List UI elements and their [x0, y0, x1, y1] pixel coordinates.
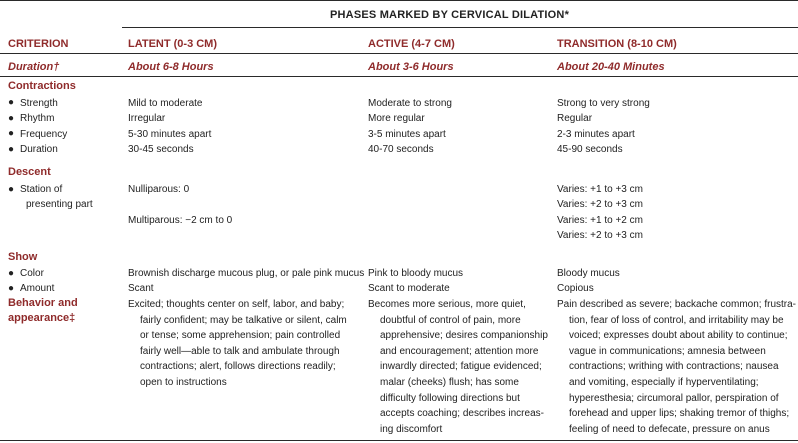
descent-latent-multiparous: Multiparous: −2 cm to 0 [128, 215, 233, 226]
behavior-active-line: inwardly directed; fatigue evidenced; [380, 361, 542, 373]
behavior-transition-line: forehead and upper lips; shaking tremor of thighs; [569, 408, 790, 420]
top-rule [0, 0, 798, 1]
duration-transition: About 20-40 Minutes [557, 61, 665, 73]
behavior-transition-line: hyperesthesia; circumoral pallor, perspiration of [569, 392, 779, 404]
section-show: Show [8, 251, 38, 263]
bullet: ● [8, 113, 15, 124]
behavior-active-line: Becomes more serious, more quiet, [368, 299, 526, 310]
behavior-transition-line: tion, fear of loss of control, and irritability may be [569, 314, 784, 326]
duration-label: Duration† [8, 61, 60, 73]
behavior-transition-line: feeling of need to defecate, pressure on anus [569, 423, 770, 435]
behavior-transition-line: and vomiting, especially if hyperventilating; [569, 376, 759, 388]
behavior-latent-line: fairly well—able to talk and ambulate through [140, 345, 340, 357]
descent-label-line2: presenting part [26, 199, 93, 210]
active-value: 3-5 minutes apart [368, 129, 446, 140]
latent-value: Brownish discharge mucous plug, or pale pink mucus [128, 268, 365, 279]
active-value: Pink to bloody mucus [368, 268, 464, 279]
bottom-rule [0, 440, 798, 441]
transition-value: Bloody mucus [557, 268, 620, 279]
bullet: ● [8, 283, 15, 294]
row-label: Frequency [20, 129, 68, 140]
col-header-transition: TRANSITION (8-10 CM) [557, 38, 677, 50]
row-label: Strength [20, 98, 58, 109]
behavior-label-line1: Behavior and [8, 297, 78, 309]
behavior-transition-line: voiced; expresses doubt about ability to continue; [569, 330, 788, 342]
behavior-latent-line: open to instructions [140, 376, 227, 388]
behavior-active-line: and encouragement; attention more [380, 345, 539, 357]
row-label: Amount [20, 283, 55, 294]
descent-transition-1: Varies: +1 to +3 cm [557, 184, 643, 195]
bullet: ● [8, 184, 15, 195]
section-descent: Descent [8, 166, 51, 178]
transition-value: 45-90 seconds [557, 144, 623, 155]
transition-value: Strong to very strong [557, 98, 650, 109]
section-contractions: Contractions [8, 80, 76, 92]
behavior-latent-line: contractions; alert, follows directions readily; [140, 361, 336, 373]
behavior-active-line: difficulty following directions but [380, 392, 520, 404]
active-value: 40-70 seconds [368, 144, 434, 155]
active-value: More regular [368, 113, 425, 124]
descent-latent-nulliparous: Nulliparous: 0 [128, 184, 190, 195]
behavior-active-line: ing discomfort [380, 423, 443, 435]
latent-value: Scant [128, 283, 154, 294]
transition-value: Copious [557, 283, 594, 294]
latent-value: Irregular [128, 113, 166, 124]
behavior-label-line2: appearance‡ [8, 312, 76, 324]
phases-underline [122, 27, 798, 28]
phases-title: PHASES MARKED BY CERVICAL DILATION* [330, 9, 570, 21]
behavior-transition-line: vague in communications; amnesia between [569, 345, 766, 357]
behavior-active-line: apprehensive; desires companionship [380, 330, 548, 342]
duration-active: About 3-6 Hours [368, 61, 454, 73]
active-value: Moderate to strong [368, 98, 452, 109]
descent-transition-4: Varies: +2 to +3 cm [557, 230, 643, 241]
transition-value: Regular [557, 113, 593, 124]
duration-latent: About 6-8 Hours [128, 61, 214, 73]
col-header-latent: LATENT (0-3 CM) [128, 38, 218, 50]
behavior-active-line: doubtful of control of pain, more [380, 314, 521, 326]
bullet: ● [8, 268, 15, 279]
col-header-criterion: CRITERION [8, 38, 69, 50]
behavior-active [368, 297, 548, 437]
behavior-active-line: accepts coaching; describes increas- [380, 408, 544, 420]
behavior-latent-line: or tense; some apprehension; pain controlled [140, 330, 341, 342]
behavior-transition-line: Pain described as severe; backache common; frustra- [557, 299, 796, 310]
row-label: Duration [20, 144, 58, 155]
behavior-latent-line: fairly confident; may be talkative or silent, calm [140, 314, 347, 326]
duration-rule [0, 76, 798, 77]
behavior-latent-line: Excited; thoughts center on self, labor, and baby; [128, 299, 345, 310]
behavior-transition-line: contractions; writhing with contractions; nausea [569, 361, 779, 373]
transition-value: 2-3 minutes apart [557, 129, 635, 140]
bullet: ● [8, 97, 15, 108]
behavior-transition [557, 297, 796, 437]
latent-value: 5-30 minutes apart [128, 129, 212, 140]
row-label: Rhythm [20, 113, 55, 124]
bullet: ● [8, 144, 15, 155]
active-value: Scant to moderate [368, 283, 450, 294]
behavior-active-line: malar (cheeks) flush; has some [380, 376, 519, 388]
latent-value: 30-45 seconds [128, 144, 194, 155]
descent-transition-3: Varies: +1 to +2 cm [557, 215, 643, 226]
descent-label-line1: Station of [20, 184, 63, 195]
row-label: Color [20, 268, 44, 279]
col-header-active: ACTIVE (4-7 CM) [368, 38, 455, 50]
bullet: ● [8, 128, 15, 139]
latent-value: Mild to moderate [128, 98, 203, 109]
descent-transition-2: Varies: +2 to +3 cm [557, 199, 643, 210]
header-rule [0, 53, 798, 54]
behavior-latent [128, 297, 347, 391]
